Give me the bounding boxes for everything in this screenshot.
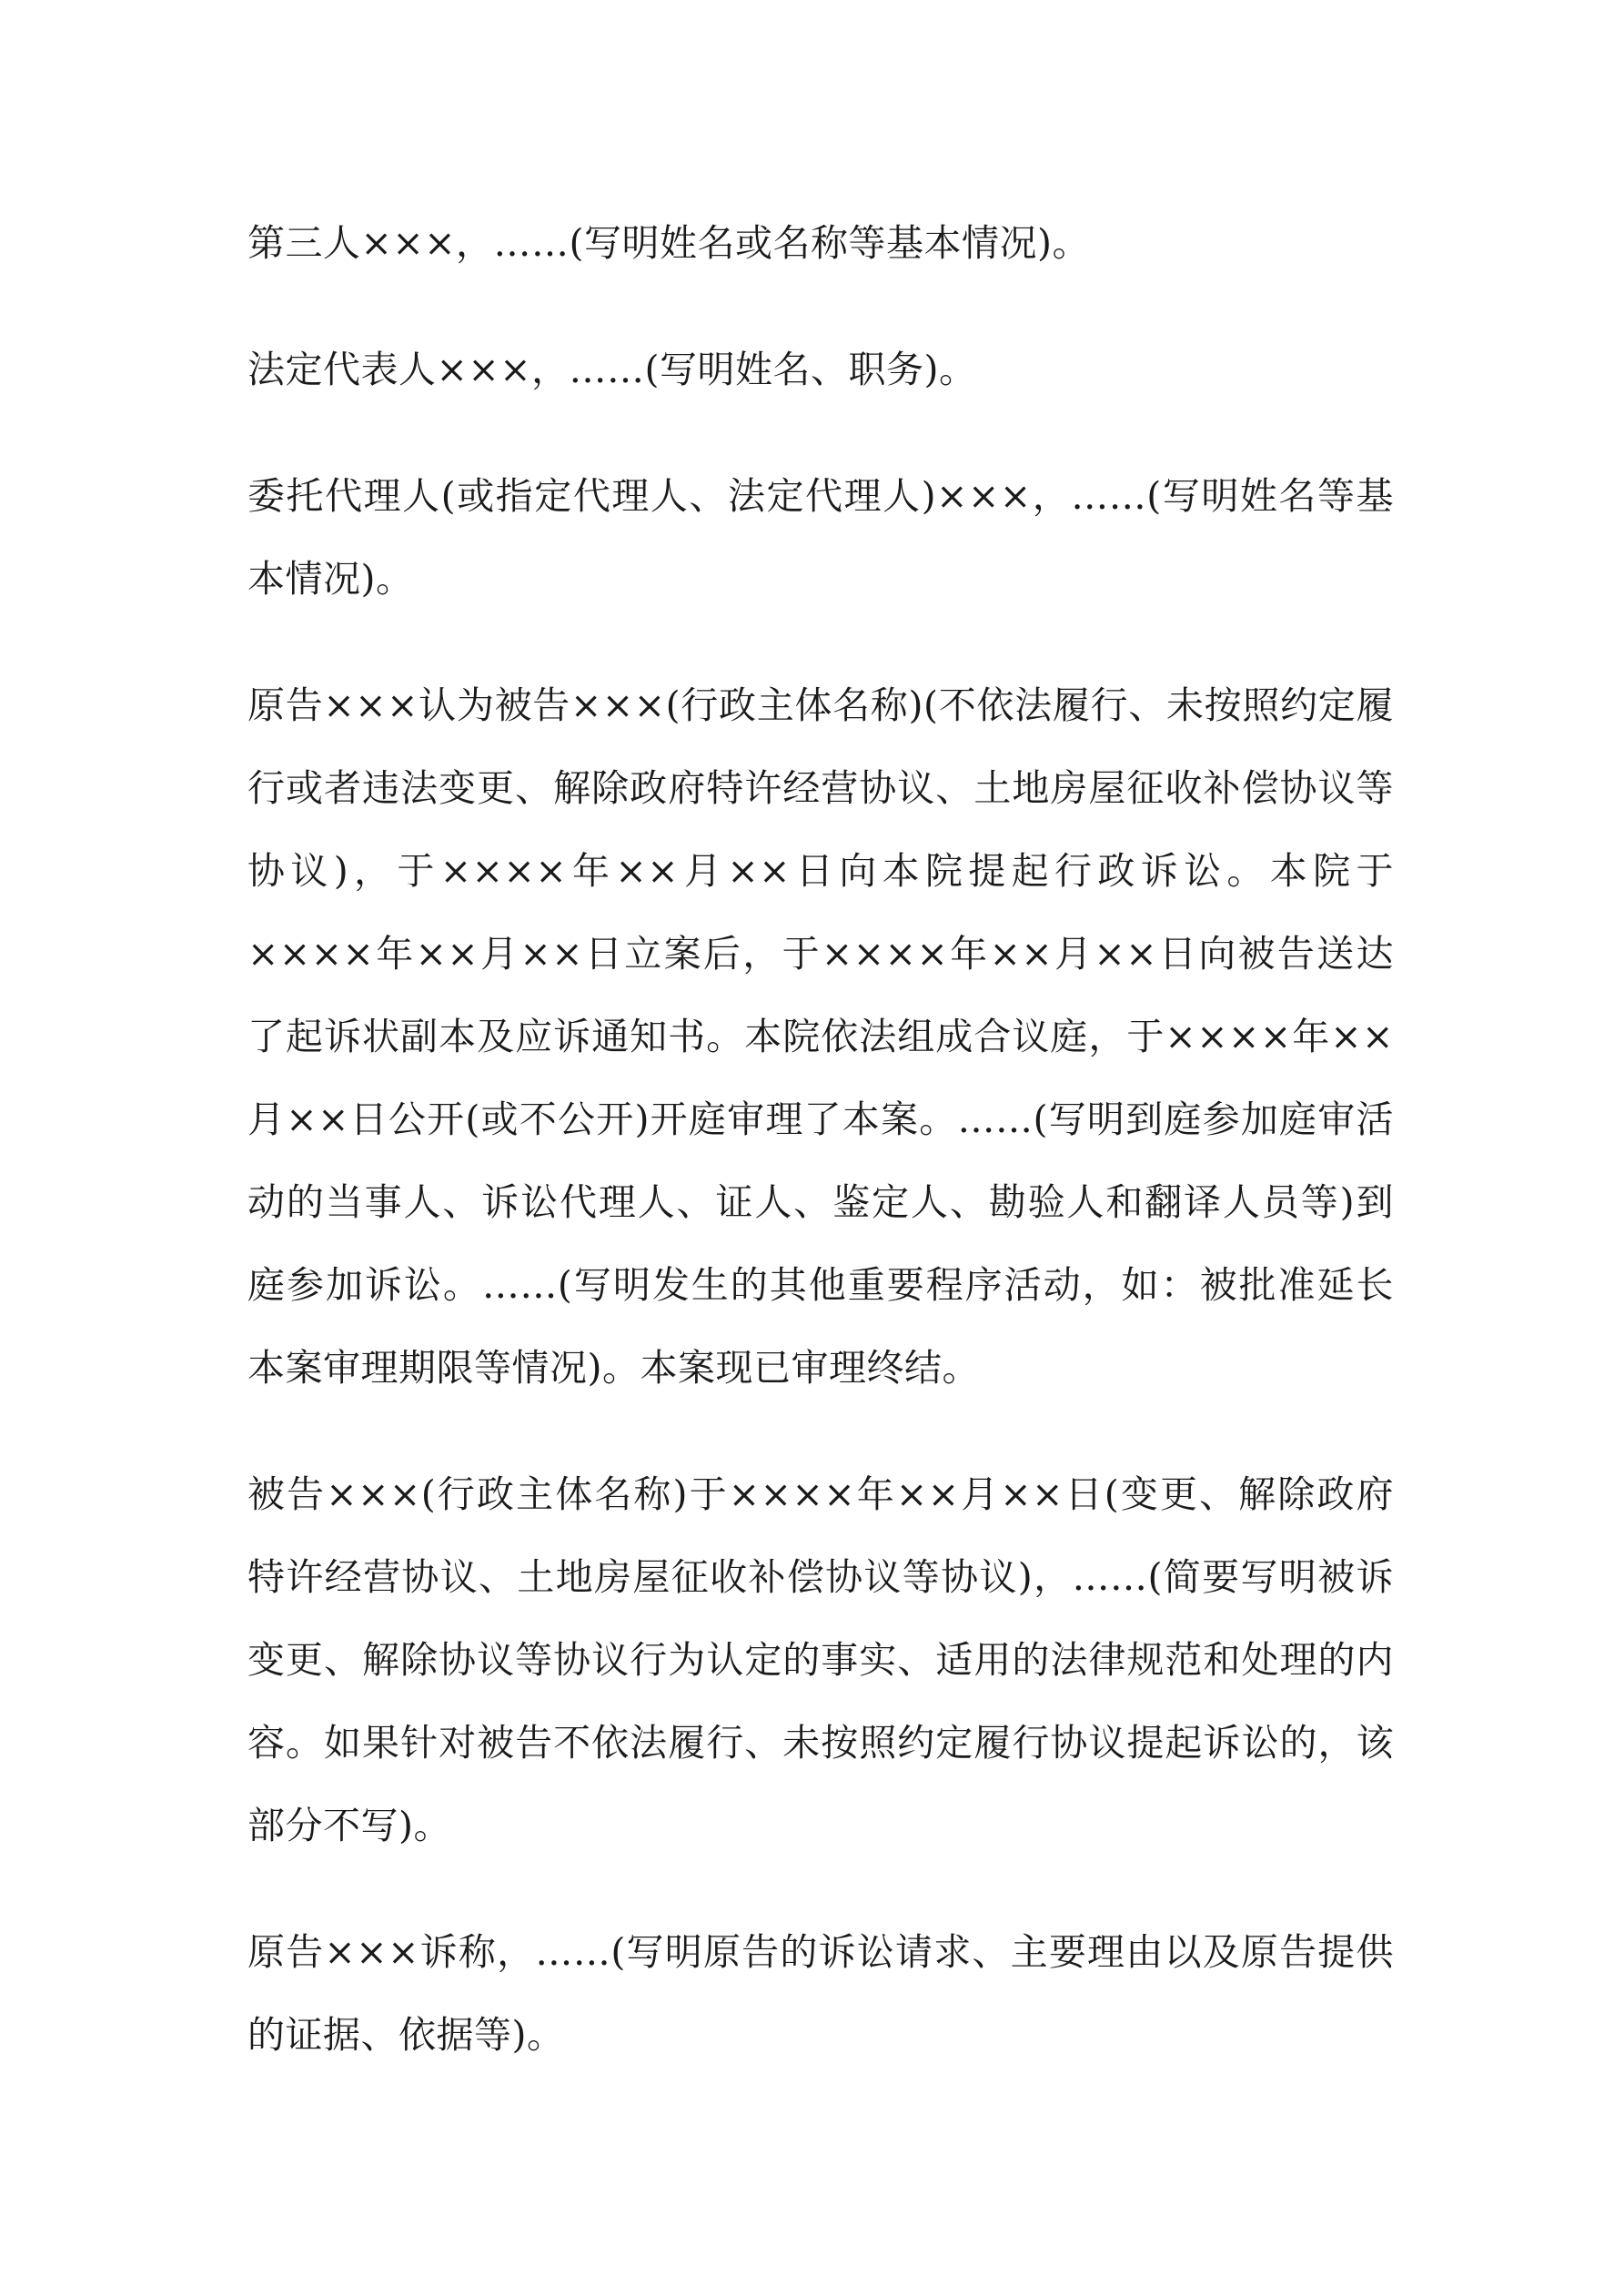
document-body [247,202,1394,2120]
paragraph-legal-representative: 法定代表人×××，……(写明姓名、职务)。 [247,348,977,391]
paragraph-procedure: 原告×××认为被告×××(行政主体名称)(不依法履行、未按照约定履行或者违法变更、解除政府特许经营协议、土地房屋征收补偿协议等协议)，于××××年××月××日向本院提起行政诉讼。本院于××××年××月××日立案后，于××××年××月××日向被告送达了起诉状副本及应诉通知书。本院依法组成合议庭，于××××年××月××日公开(或不公开)开庭审理了本案。……(写明到庭参加庭审活动的当事人、诉讼代理人、证人、鉴定人、勘验人和翻译人员等)到庭参加诉讼。……(写明发生的其他重要程序活动，如：被批准延长本案审理期限等情况)。本案现已审理终结。 [247,683,1394,1390]
paragraph-third-party: 第三人×××，……(写明姓名或名称等基本情况)。 [247,221,1091,265]
paragraph-defendant-action: 被告×××(行政主体名称)于××××年××月××日(变更、解除政府特许经营协议、土地房屋征收补偿协议等协议)，……(简要写明被诉变更、解除协议等协议行为认定的事实、适用的法律规范和处理的内容。如果针对被告不依法履行、未按照约定履行协议提起诉讼的，该部分不写)。 [247,1472,1394,1847]
paragraph-plaintiff-claim: 原告×××诉称，……(写明原告的诉讼请求、主要理由以及原告提供的证据、依据等)。 [247,1930,1394,2057]
paragraph-agent: 委托代理人(或指定代理人、法定代理人)×××，……(写明姓名等基本情况)。 [247,474,1394,601]
